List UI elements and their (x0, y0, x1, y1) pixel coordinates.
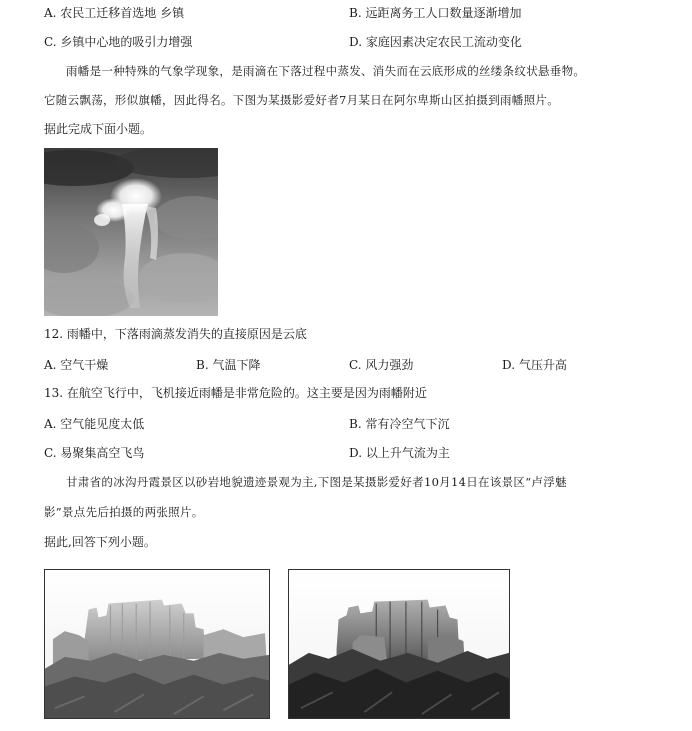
q13-options-row-1 (44, 415, 664, 431)
danxia-intro-line-1: 甘肃省的冰沟丹霞景区以砂岩地貌遗迹景观为主,下图是某摄影爱好者10月14日在该景区“卢浮魅 (66, 475, 567, 489)
q11-options-row-1 (44, 4, 664, 20)
danxia-photo-1 (44, 569, 270, 719)
q11-option-b: B. 远距离务工人口数量逐渐增加 (349, 6, 522, 20)
q12-option-c: C. 风力强劲 (349, 358, 414, 372)
q11-option-d: D. 家庭因素决定农民工流动变化 (349, 35, 522, 49)
q13-option-a: A. 空气能见度太低 (44, 417, 145, 431)
q13-option-b: B. 常有冷空气下沉 (349, 417, 450, 431)
q12-option-a: A. 空气干燥 (44, 358, 109, 372)
q11-option-c: C. 乡镇中心地的吸引力增强 (44, 35, 193, 49)
virga-intro-line-2: 它随云飘荡，形似旗幡，因此得名。下图为某摄影爱好者7月某日在阿尔卑斯山区拍摄到雨幡照片。 (44, 93, 560, 107)
danxia-intro-line-2: 影”景点先后拍摄的两张照片。 (44, 505, 204, 519)
q13-option-d: D. 以上升气流为主 (349, 446, 450, 460)
q12-option-d: D. 气压升高 (502, 358, 567, 372)
q13-stem: 13. 在航空飞行中，飞机接近雨幡是非常危险的。这主要是因为雨幡附近 (44, 386, 427, 400)
virga-photo (44, 148, 218, 316)
q11-options-row-2 (44, 33, 664, 49)
virga-intro-line-1: 雨幡是一种特殊的气象学现象，是雨滴在下落过程中蒸发、消失而在云底形成的丝缕条纹状悬垂物。 (66, 64, 586, 78)
virga-intro-line-3: 据此完成下面小题。 (44, 122, 153, 136)
q12-stem: 12. 雨幡中，下落雨滴蒸发消失的直接原因是云底 (44, 327, 307, 341)
danxia-photo-2 (288, 569, 510, 719)
q12-option-b: B. 气温下降 (196, 358, 261, 372)
q13-options-row-2 (44, 444, 664, 460)
danxia-intro-line-3: 据此,回答下列小题。 (44, 535, 156, 549)
q13-option-c: C. 易聚集高空飞鸟 (44, 446, 145, 460)
q11-option-a: A. 农民工迁移首选地 乡镇 (44, 6, 185, 20)
q12-options-row (44, 356, 664, 372)
